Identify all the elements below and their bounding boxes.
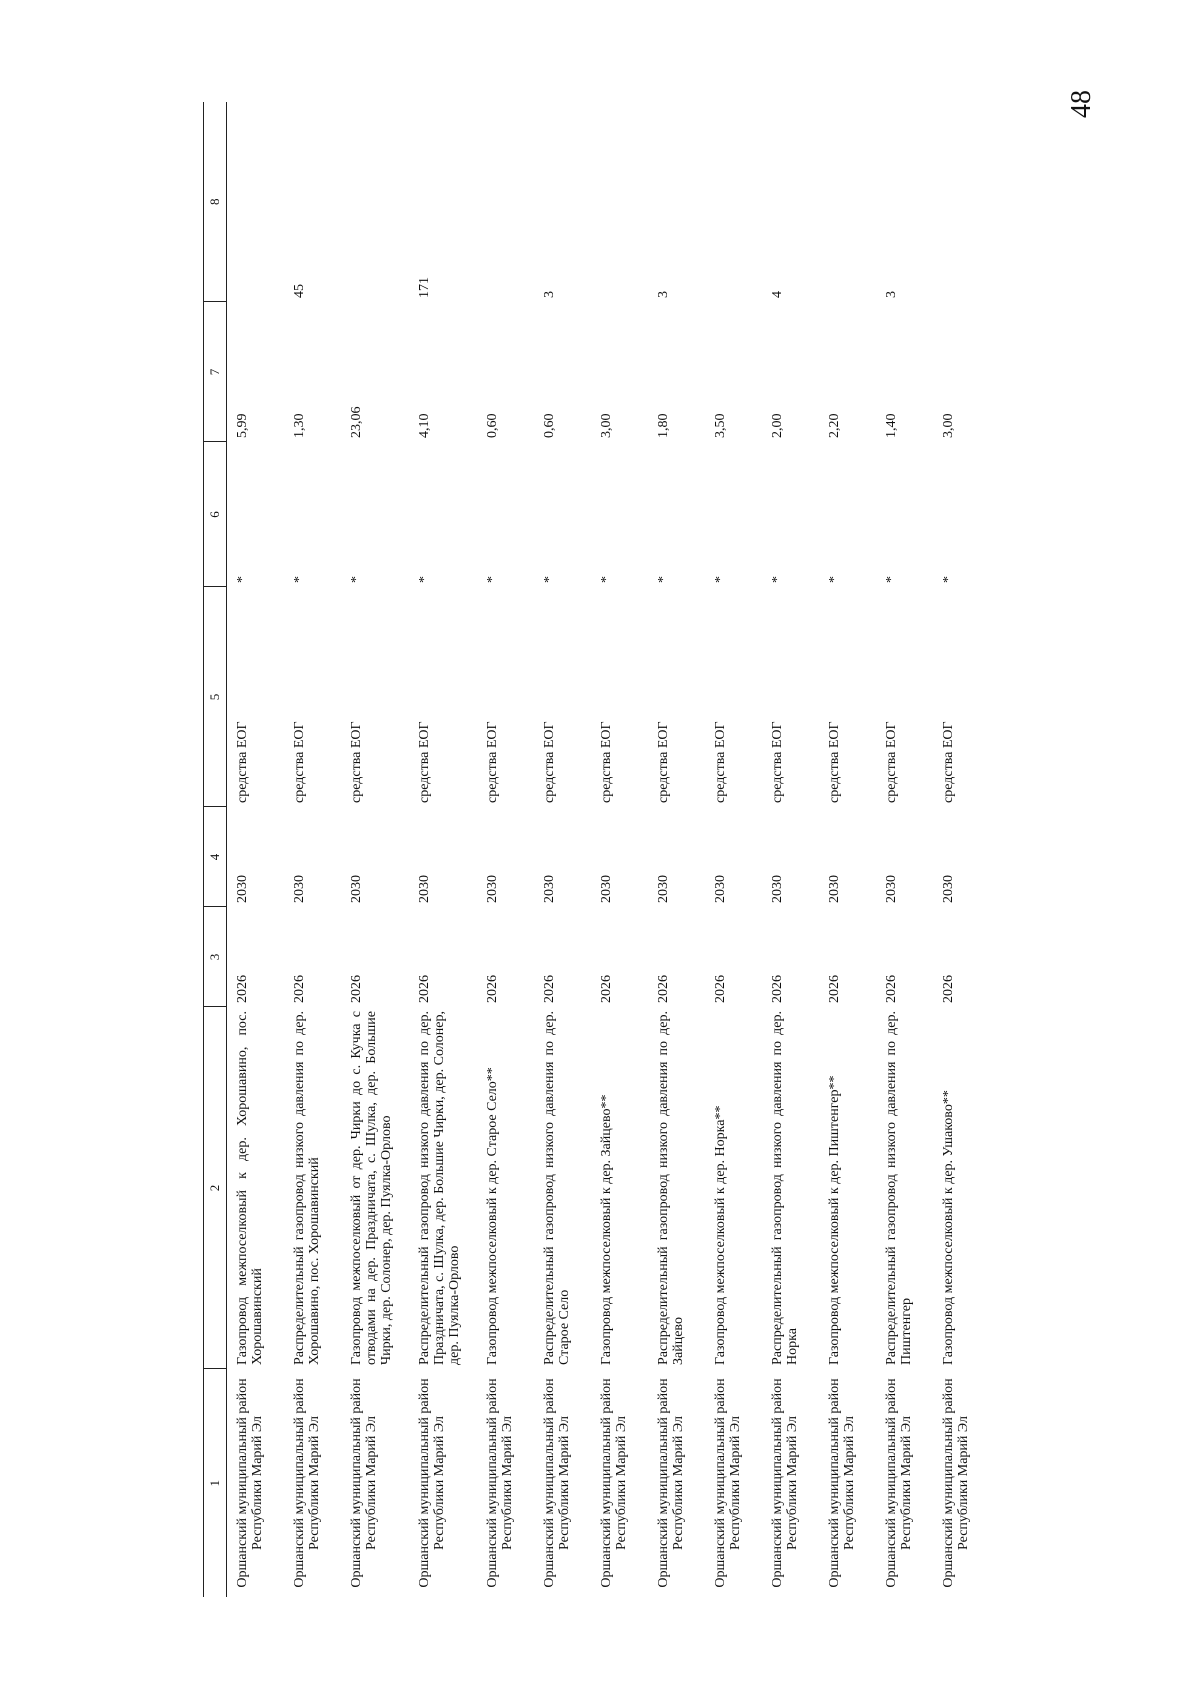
cell-count xyxy=(933,102,990,302)
cell-start-year: 2026 xyxy=(291,975,307,1003)
cell-funding: средства ЕОГ xyxy=(769,721,785,803)
cell-end-year: 2030 xyxy=(291,875,307,903)
cell-object: Распределительный газопровод низкого давления по дер. Старое Село xyxy=(541,1011,572,1365)
cell-count xyxy=(227,102,284,302)
column-header-6: 6 xyxy=(204,442,227,587)
cell-region: Оршанский муниципальный район Республики Марий Эл xyxy=(484,1378,515,1588)
cell-start-year: 2026 xyxy=(235,975,250,1003)
cell-start-year: 2026 xyxy=(484,975,500,1003)
cell-start-year: 2026 xyxy=(826,975,842,1003)
cell-length: 23,06 xyxy=(348,406,364,438)
cell-end-year: 2030 xyxy=(598,875,614,903)
table-row xyxy=(284,102,341,1597)
cell-object: Распределительный газопровод низкого давления по дер. Норка xyxy=(769,1011,800,1365)
cell-object: Газопровод межпоселковый к дер. Пиштенгер** xyxy=(826,1075,842,1365)
page-number: 48 xyxy=(1066,90,1097,118)
cell-object: Газопровод межпоселковый к дер. Норка** xyxy=(712,1105,728,1365)
cell-funding: средства ЕОГ xyxy=(883,721,899,803)
table-row xyxy=(591,102,648,1597)
cell-end-year: 2030 xyxy=(712,875,728,903)
cell-object: Газопровод межпоселковый к дер. Хорошавино, пос. Хорошавинский xyxy=(235,1011,265,1365)
cell-count xyxy=(341,102,409,302)
cell-end-year: 2030 xyxy=(655,875,671,903)
cell-region: Оршанский муниципальный район Республики Марий Эл xyxy=(655,1378,686,1588)
cell-region: Оршанский муниципальный район Республики Марий Эл xyxy=(235,1378,265,1588)
cell-region: Оршанский муниципальный район Республики Марий Эл xyxy=(826,1378,857,1588)
cell-length: 3,00 xyxy=(598,413,614,438)
cell-funding: средства ЕОГ xyxy=(712,721,728,803)
cell-funding: средства ЕОГ xyxy=(598,721,614,803)
column-header-4: 4 xyxy=(204,807,227,907)
cell-object: Газопровод межпоселковый от дер. Чирки до с. Кучка с отводами на дер. Праздничата, с. Шулка, дер. Большие Чирки, дер. Солонер, дер. Пуялка-Орлово xyxy=(348,1011,394,1365)
cell-region: Оршанский муниципальный район Республики Марий Эл xyxy=(291,1378,322,1588)
cell-length: 1,40 xyxy=(883,413,899,438)
cell-region: Оршанский муниципальный район Республики Марий Эл xyxy=(883,1378,914,1588)
cell-start-year: 2026 xyxy=(598,975,614,1003)
cell-mark: * xyxy=(655,576,671,583)
table-row xyxy=(534,102,591,1597)
gas-pipeline-table xyxy=(203,102,990,1597)
cell-object: Распределительный газопровод низкого давления по дер. Зайцево xyxy=(655,1011,686,1365)
cell-region: Оршанский муниципальный район Республики Марий Эл xyxy=(712,1378,743,1588)
cell-funding: средства ЕОГ xyxy=(940,721,956,803)
column-number-header-row xyxy=(204,102,227,1597)
cell-funding: средства ЕОГ xyxy=(235,721,250,803)
cell-start-year: 2026 xyxy=(655,975,671,1003)
table-row xyxy=(876,102,933,1597)
cell-region: Оршанский муниципальный район Республики Марий Эл xyxy=(769,1378,800,1588)
column-header-8: 8 xyxy=(204,102,227,302)
cell-start-year: 2026 xyxy=(541,975,557,1003)
cell-start-year: 2026 xyxy=(416,975,432,1003)
cell-funding: средства ЕОГ xyxy=(541,721,557,803)
cell-end-year: 2030 xyxy=(826,875,842,903)
cell-count: 171 xyxy=(416,277,432,298)
column-header-5: 5 xyxy=(204,587,227,807)
cell-mark: * xyxy=(940,576,956,583)
cell-mark: * xyxy=(769,576,785,583)
cell-count: 3 xyxy=(541,291,557,298)
cell-count xyxy=(477,102,534,302)
cell-start-year: 2026 xyxy=(769,975,785,1003)
cell-object: Распределительный газопровод низкого давления по дер. Хорошавино, пос. Хорошавинский xyxy=(291,1011,322,1365)
table-row xyxy=(227,102,284,1597)
table-row xyxy=(648,102,705,1597)
cell-mark: * xyxy=(598,576,614,583)
cell-object: Газопровод межпоселковый к дер. Старое Село** xyxy=(484,1067,500,1365)
cell-funding: средства ЕОГ xyxy=(655,721,671,803)
table-row xyxy=(341,102,409,1597)
cell-mark: * xyxy=(541,576,557,583)
cell-start-year: 2026 xyxy=(883,975,899,1003)
cell-mark: * xyxy=(712,576,728,583)
cell-funding: средства ЕОГ xyxy=(416,721,432,803)
cell-count: 3 xyxy=(883,291,899,298)
cell-funding: средства ЕОГ xyxy=(291,721,307,803)
cell-length: 4,10 xyxy=(416,413,432,438)
table-row xyxy=(933,102,990,1597)
cell-length: 5,99 xyxy=(235,413,250,438)
cell-start-year: 2026 xyxy=(940,975,956,1003)
cell-count: 4 xyxy=(769,291,785,298)
column-header-1: 1 xyxy=(204,1369,227,1597)
cell-length: 3,50 xyxy=(712,413,728,438)
cell-mark: * xyxy=(291,576,307,583)
table-row xyxy=(477,102,534,1597)
cell-count: 45 xyxy=(291,284,307,298)
cell-end-year: 2030 xyxy=(416,875,432,903)
table-row xyxy=(762,102,819,1597)
cell-mark: * xyxy=(348,576,364,583)
table-row xyxy=(409,102,477,1597)
cell-length: 3,00 xyxy=(940,413,956,438)
cell-object: Газопровод межпоселковый к дер. Ушаково** xyxy=(940,1090,956,1365)
cell-length: 2,00 xyxy=(769,413,785,438)
cell-length: 0,60 xyxy=(541,413,557,438)
cell-end-year: 2030 xyxy=(940,875,956,903)
cell-mark: * xyxy=(484,576,500,583)
cell-object: Распределительный газопровод низкого давления по дер. Пиштенгер xyxy=(883,1011,914,1365)
cell-length: 0,60 xyxy=(484,413,500,438)
cell-count xyxy=(591,102,648,302)
cell-mark: * xyxy=(235,576,250,583)
cell-region: Оршанский муниципальный район Республики Марий Эл xyxy=(598,1378,629,1588)
cell-object: Газопровод межпоселковый к дер. Зайцево** xyxy=(598,1094,614,1365)
cell-end-year: 2030 xyxy=(484,875,500,903)
cell-end-year: 2030 xyxy=(769,875,785,903)
cell-mark: * xyxy=(826,576,842,583)
cell-count: 3 xyxy=(655,291,671,298)
rotated-table-container xyxy=(203,102,983,1597)
cell-end-year: 2030 xyxy=(883,875,899,903)
cell-count xyxy=(819,102,876,302)
cell-end-year: 2030 xyxy=(541,875,557,903)
cell-start-year: 2026 xyxy=(348,975,364,1003)
column-header-7: 7 xyxy=(204,302,227,442)
cell-funding: средства ЕОГ xyxy=(348,721,364,803)
table-row xyxy=(819,102,876,1597)
cell-length: 2,20 xyxy=(826,413,842,438)
cell-end-year: 2030 xyxy=(235,875,250,903)
column-header-2: 2 xyxy=(204,1007,227,1369)
cell-object: Распределительный газопровод низкого давления по дер. Праздничата, с. Шулка, дер. Большие Чирки, дер. Солонер, дер. Пуялка-Орлово xyxy=(416,1011,462,1365)
cell-region: Оршанский муниципальный район Республики Марий Эл xyxy=(416,1378,447,1588)
cell-region: Оршанский муниципальный район Республики Марий Эл xyxy=(541,1378,572,1588)
cell-funding: средства ЕОГ xyxy=(826,721,842,803)
cell-length: 1,30 xyxy=(291,413,307,438)
cell-region: Оршанский муниципальный район Республики Марий Эл xyxy=(940,1378,971,1588)
cell-funding: средства ЕОГ xyxy=(484,721,500,803)
cell-count xyxy=(705,102,762,302)
cell-mark: * xyxy=(416,576,432,583)
document-sheet xyxy=(203,102,1200,1588)
cell-end-year: 2030 xyxy=(348,875,364,903)
cell-length: 1,80 xyxy=(655,413,671,438)
cell-start-year: 2026 xyxy=(712,975,728,1003)
cell-mark: * xyxy=(883,576,899,583)
column-header-3: 3 xyxy=(204,907,227,1007)
table-row xyxy=(705,102,762,1597)
cell-region: Оршанский муниципальный район Республики Марий Эл xyxy=(348,1378,379,1588)
